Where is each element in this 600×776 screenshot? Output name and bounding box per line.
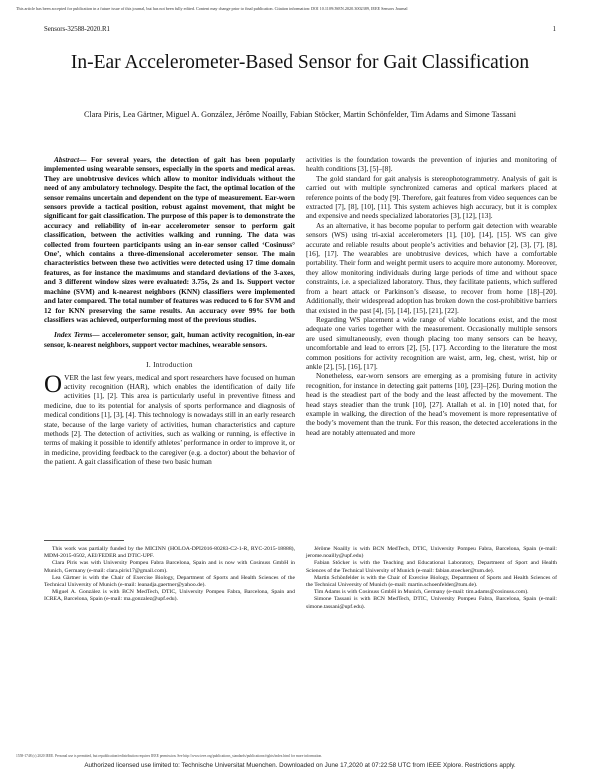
footnote: Tim Adams is with Cosinuss GmbH in Munich, Germany (e-mail: tim.adams@cosinuss.com).: [314, 589, 529, 596]
right-column: [306, 155, 557, 437]
running-head: [44, 26, 556, 33]
footnote: This work was partially funded by the MICINN (HOLOA-DPI2016-80283-C2-1-R, RYC-2015-18888), MDM-2015-0502, AEI/FEDER and DTIC-UPF.: [44, 546, 295, 560]
footnote: Lea Gärtner is with the Chair of Exercise Biology, Department of Sports and Health Sciences of the Technical University of Munich (e-mail: leanadja.gaertner@yahoo.de).: [44, 574, 295, 589]
index-terms-label: Index Terms: [54, 330, 93, 340]
footnote: Miguel A. González is with BCN MedTech, DTIC, University Pompeu Fabra, Barcelona, Spain and ICREA, Barcelona, Spain (e-mail: ma.gonzalez@upf.edu).: [44, 589, 295, 603]
page-number: 1: [552, 26, 556, 33]
license-bar: Authorized licensed use limited to: Technische Universitat Muenchen. Downloaded on June 17,2020 at 07:22:58 UTC from IEEE Xplore. Restrictions apply.: [84, 762, 516, 769]
copyright-notice: 1558-1748 (c) 2020 IEEE. Personal use is permitted, but republication/redistribution requires IEEE permission. See http://www.ieee.org/publications_standards/publications/rights/index.html for more information.: [16, 754, 323, 758]
index-terms: [44, 330, 295, 349]
section-heading-introduction: I. Introduction: [146, 360, 193, 370]
manuscript-id: Sensors-32588-2020.R1: [44, 26, 110, 33]
intro-text: VER the last few years, medical and sport researchers have focused on human activity recognition (HAR), which enables the identification of daily life activities [1], [2]. This area is particularly useful in preventive fitness and medicine, due to its potential for analysis of sports performance and diagnosis of medical conditions [1], [3], [4]. This technology is nowadays still in an early research state, because of the large variety of activities, human characteristics and capture methods [2]. The detection of activities, such as walking or running, is effective in terms of making it possible to identify athletes’ performance in order to improve it, or in medicine, providing feedback to the caregiver (e.g. a doctor) about the behavior of the patient. A gait classification of these two basic human: [44, 372, 295, 467]
footnote: Clara Piris was with University Pompeu Fabra Barcelona, Spain and is now with Cosinuss GmbH in Munich, Germany (e-mail: clara.piris17@gmail.com).: [44, 560, 295, 574]
footnotes-right: [306, 546, 557, 611]
abstract: [44, 155, 295, 324]
abstract-text: — For several years, the detection of gait has been popularly implemented using wearable sensors, especially in the sports and medical areas. They are unobtrusive devices which allow to monitor individuals without the need of any ambulatory technology. Despite the fact, the optimal location of the sensor remains uncertain and dependent on the type of measurement. Ear-worn sensors provide a tactical position, robust against movement, that might be significant for gait classification. The purpose of this paper is to demonstrate the accuracy and reliability of in-ear accelerometer sensor to perform gait classification, between the activities walking and running. The data was collected from fourteen participants using an in-ear sensor called ‘Cosinuss° One’, which contains a three-dimensional accelerometer sensor. The main characteristics between these two activities were detected using 17 time domain features, as for instance the maximums and standard deviations of the 3-axes, and 3 different window sizes were evaluated: 3.75s, 2s and 1s. Support vector machine (SVM) and k-nearest neighbors (KNN) classifiers were implemented and later compared. The total number of features was reduced to 6 for SVM and 12 for KNN preserving the same results. An accuracy over 99% for both classifiers was achieved, outperforming most of the previous studies.: [44, 155, 295, 324]
paper-title: In-Ear Accelerometer-Based Sensor for Gait Classification: [70, 52, 530, 73]
footnote: Jérôme Noailly is with BCN MedTech, DTIC, University Pompeu Fabra, Barcelona, Spain (e-mail: jerome.noailly@upf.edu): [306, 546, 557, 560]
author-list: Clara Piris, Lea Gärtner, Miguel A. González, Jérôme Noailly, Fabian Stöcker, Martin Schönfelder, Tim Adams and Simone Tassani: [83, 110, 517, 119]
intro-paragraph: [44, 370, 295, 467]
index-terms-text: — accelerometer sensor, gait, human activity recognition, in-ear sensor, k-nearest neighbors, support vector machines, wearable sensors.: [44, 330, 295, 349]
body-paragraph: The gold standard for gait analysis is stereophotogrammetry. Analysis of gait is carried out with multiple synchronized cameras and optical markers placed at reference points of the body [9]. Therefore, gait features from video sequences can be extracted [7], [8], [10], [11]. This system achieves high accuracy, but it is complex and expensive and needs specialized laboratories [3], [12], [13].: [306, 173, 557, 221]
top-notice: This article has been accepted for publication in a future issue of this journal, but has not been fully edited. Content may change prior to final publication. Citation information: DOI 10.1109/JSEN.2020.3002389, IEEE Sensors Journal: [16, 6, 408, 11]
abstract-label: Abstract: [54, 155, 80, 164]
footnotes-left: [44, 546, 295, 604]
drop-cap: O: [44, 370, 63, 398]
body-paragraph: As an alternative, it has become popular to perform gait detection with wearable sensors (WS) using tri-axial accelerometers [1], [10], [14], [15]. WS can give accurate and reliable results about people’s activities and behavior [2], [3], [7], [8], [16], [17]. The wearables are unobtrusive devices, which have a comfortable portability. Their form and weight permit users to acquire more autonomy. Moreover, they allow monitoring individuals during large periods of time and without space constraints, i.e. a specialized laboratory. Thus, they facilitate patients, which suffered from a heart attack or Parkinson’s disease, to recover from home [18]–[20]. Additionally, their widespread adoption has broken down the cost-prohibitive barriers that existed in the past [4], [5], [14], [15], [21], [22].: [306, 220, 557, 315]
body-paragraph: Nonetheless, ear-worn sensors are emerging as a promising future in activity recognition, for instance in detecting gait patterns [10], [23]–[26]. During motion the head is the steadiest part of the body and the least affected by the movement. The head stays steadier than the trunk [10], [27]. Atallah et al. in [10] noted that, for example in walking, the direction of the head’s movement is more representative of the body’s movement than the trunk. For this reason, the detected accelerations in the head are notably attenuated and more: [306, 371, 557, 437]
footnote: Fabian Stöcker is with the Teaching and Educational Laboratory, Department of Sport and Health Sciences of the Technical University of Munich (e-mail: fabian.stoecker@tum.de).: [306, 560, 557, 574]
footnote-rule: [44, 540, 124, 541]
body-paragraph: activities is the foundation towards the prevention of injuries and monitoring of health conditions [3], [5]–[8].: [306, 155, 557, 174]
footnote: Martin Schönfelder is with the Chair of Exercise Biology, Department of Sports and Health Sciences of the Technical University of Munich (e-mail: martin.schoenfelder@tum.de).: [306, 574, 557, 589]
body-paragraph: Regarding WS placement a wide range of viable locations exist, and the most adequate one varies together with the measurement. Occasionally multiple sensors are used simultaneously, even though placing too many sensors can be heavy, uncomfortable and lead to errors [2], [5], [17]. According to the literature the most common positions for activity recognition are waist, arm, leg, chest, wrist, hip or ankle [2], [5], [16], [17].: [306, 314, 557, 371]
footnote: Simone Tassani is with BCN MedTech, DTIC, University Pompeu Fabra, Barcelona, Spain (e-mail: simone.tassani@upf.edu).: [306, 596, 557, 610]
left-column: [44, 155, 295, 467]
